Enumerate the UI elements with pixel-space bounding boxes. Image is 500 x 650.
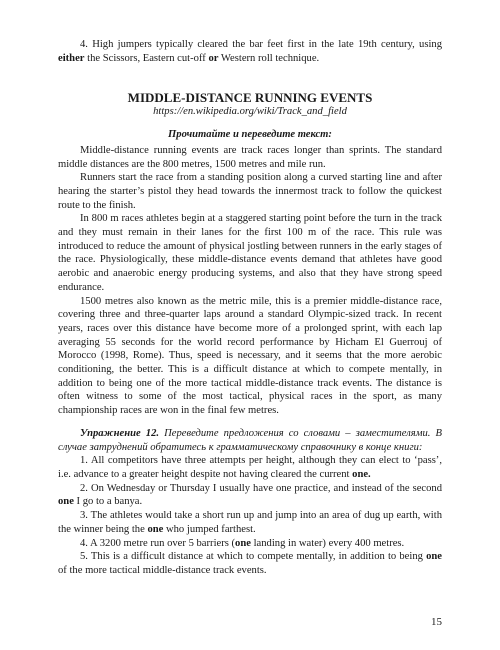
source-url: https://en.wikipedia.org/wiki/Track_and_field	[153, 106, 347, 118]
paragraph-3: In 800 m races athletes begin at a staggered starting point before the turn in the track and they must remain in their lanes for the first 100 m of the race. This rule was introduced to reduce the amount of physical jostling between runners in the early stages of the race. Physiologically, these middle-distance events demand that athletes have good aerobic and anaerobic energy producing systems, and also that they have strong speed endurance.	[58, 213, 442, 293]
page-number: 15	[431, 616, 442, 628]
paragraph-2: Runners start the race from a standing position along a curved starting line and after hearing the starter’s pistol they head towards the innermost track to follow the quickest route to the finish.	[58, 172, 442, 211]
item-text: of the more tactical middle-distance track events.	[58, 564, 267, 576]
keyword-or: or	[208, 52, 219, 64]
item-text: Western roll technique.	[218, 52, 320, 64]
item-text: who jumped farthest.	[163, 523, 256, 535]
keyword-one: one.	[352, 468, 371, 480]
exercise-item-4	[58, 537, 442, 551]
exercise-label: Упражнение 12.	[80, 427, 160, 439]
item-text: landing in water) every 400 metres.	[250, 537, 405, 549]
item-text: 3. The athletes would take a short run up and jump into an area of dug up earth, with the winner being the	[58, 510, 442, 535]
item-text: 5. This is a difficult distance at which to compete mentally, in addition to being	[80, 551, 427, 563]
section-title: MIDDLE-DISTANCE RUNNING EVENTS	[127, 90, 373, 106]
exercise-item-1	[58, 454, 442, 481]
exercise-item-3	[58, 509, 442, 536]
item-text: 1. All competitors have three attempts per height, although they can elect to ‘pass’, i.e. advance to a greater height despite not having cleared the current	[58, 455, 442, 480]
item-text: the Scissors, Eastern cut-off	[84, 52, 209, 64]
exercise-instruction: Переведите предложения со словами – заместителями. В случае затруднений обратитесь к грамматическому справочнику в конце книги:	[58, 427, 442, 453]
keyword-one: one	[147, 523, 164, 535]
paragraph-1: Middle-distance running events are track races longer than sprints. The standard middle distances are the 800 metres, 1500 metres and mile run.	[58, 144, 442, 170]
keyword-one: one	[426, 551, 442, 563]
keyword-one: one	[235, 537, 251, 549]
item-text: 4. High jumpers typically cleared the bar feet first in the late 19th century, using	[80, 39, 442, 50]
keyword-either: either	[58, 52, 85, 64]
item-text: 4. A 3200 metre run over 5 barriers (	[80, 537, 236, 549]
exercise-item-2	[58, 482, 442, 509]
keyword-one: one	[58, 496, 74, 508]
exercise-heading	[58, 427, 442, 454]
previous-exercise-item	[58, 38, 442, 65]
item-text: 2. On Wednesday or Thursday I usually have one practice, and instead of the second	[80, 482, 442, 494]
item-text: I go to a banya.	[73, 496, 143, 508]
exercise-item-5	[58, 550, 442, 577]
paragraph-4: 1500 metres also known as the metric mile, this is a premier middle-distance race, covering three and three-quarter laps around a standard Olympic-sized track. In recent years, races over this distance have become more of a prolonged sprint, with each lap averaging 55 seconds for the world record performance by Hicham El Guerrouj of Morocco (1998, Rome). Thus, speed is necessary, and it seems that the more aerobic conditioning, the better. This is a difficult distance at which to compete mentally, in addition to being one of the more tactical middle-distance track events. The distance is often witness to some of the most tactical, physical races in the sport, as many championship races are won in the final few metres.	[58, 295, 442, 417]
reading-instruction: Прочитайте и переведите текст:	[168, 129, 332, 141]
